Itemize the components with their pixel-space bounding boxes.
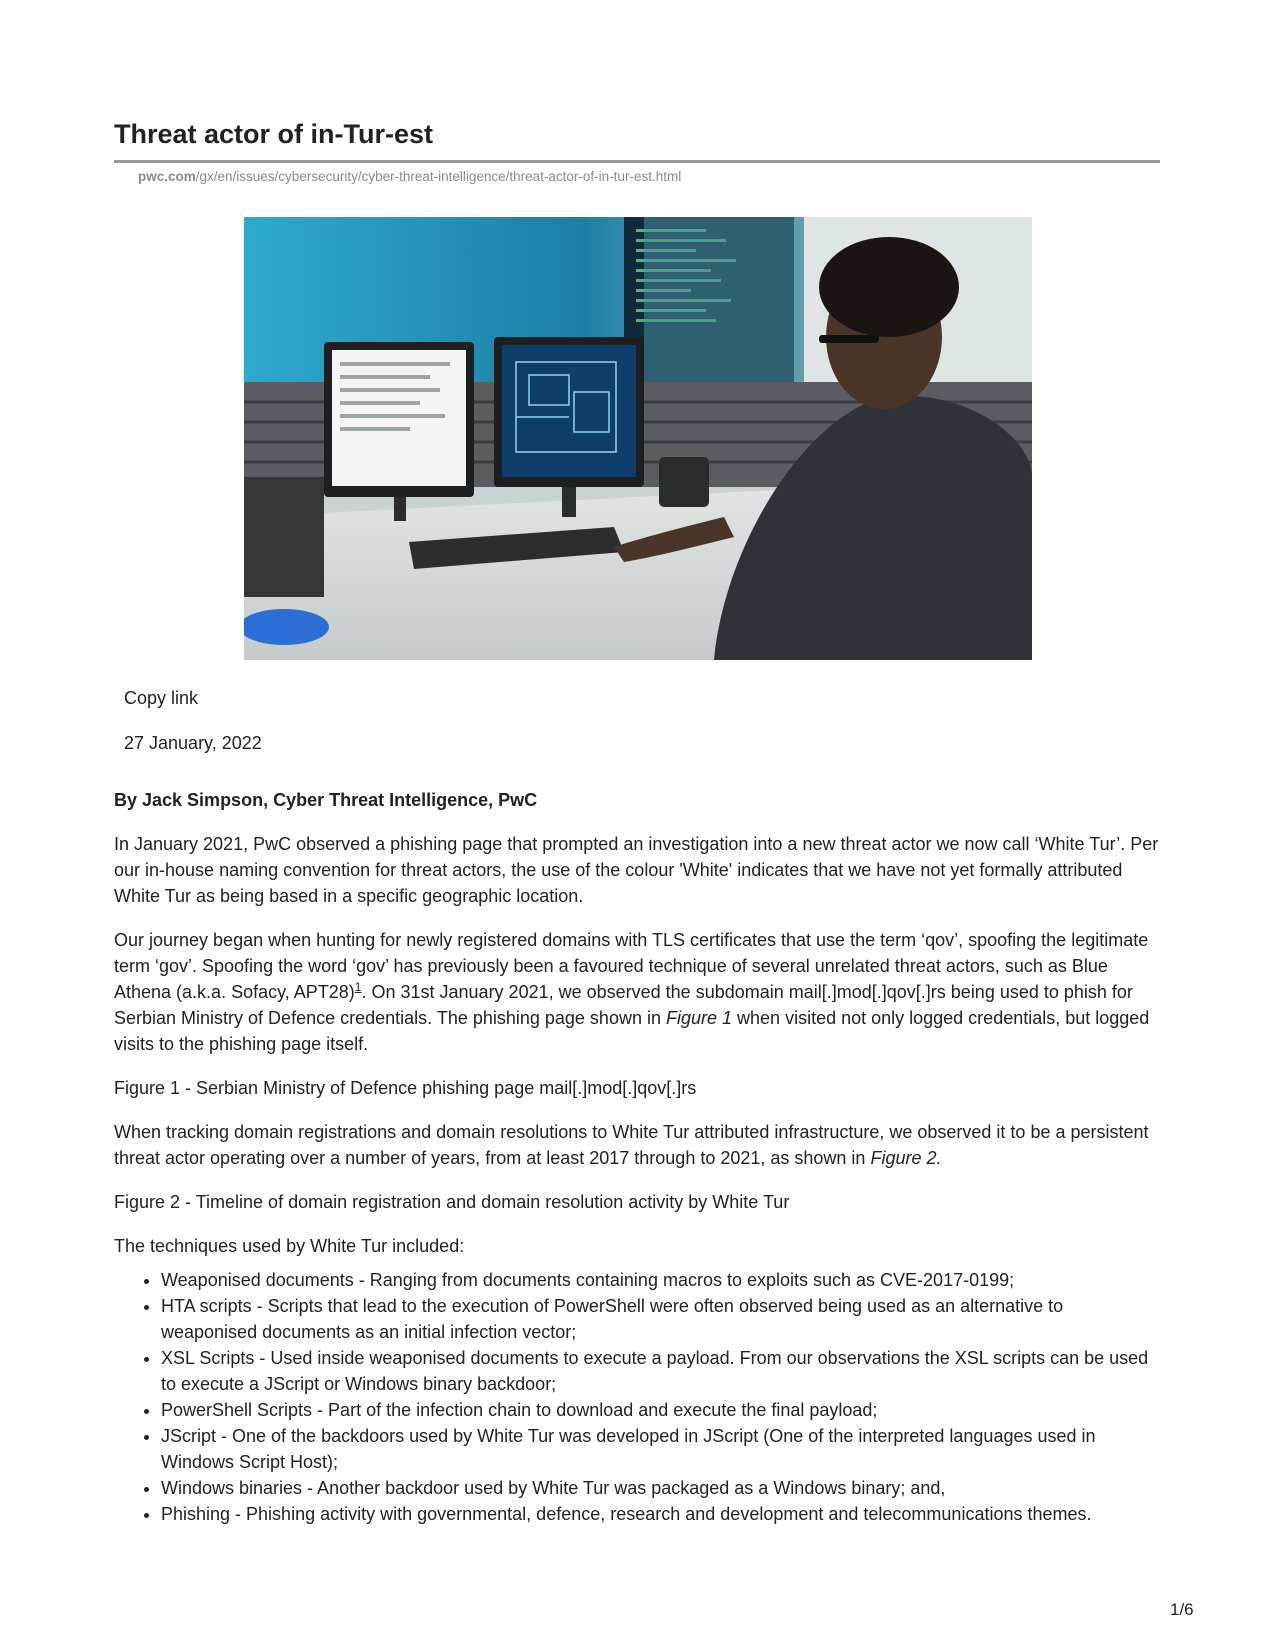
paragraph-journey-text-c: when visited not only logged credentials, but logged visits to the phishing page itself. <box>114 1008 1150 1054</box>
list-item: • PowerShell Scripts - Part of the infection chain to download and execute the final payload; <box>161 1397 1160 1423</box>
techniques-list <box>114 1267 1160 1527</box>
publish-date: 27 January, 2022 <box>124 733 262 753</box>
list-item: • Weaponised documents - Ranging from documents containing macros to exploits such as CVE-2017-0199; <box>161 1267 1160 1293</box>
source-url[interactable] <box>138 169 681 184</box>
figure-1-caption: Figure 1 - Serbian Ministry of Defence phishing page mail[.]mod[.]qov[.]rs <box>114 1078 697 1098</box>
hero-photo <box>244 217 1032 660</box>
figure-2-caption: Figure 2 - Timeline of domain registration and domain resolution activity by White Tur <box>114 1192 790 1212</box>
paragraph-journey-text-a: Our journey began when hunting for newly registered domains with TLS certificates that use the term ‘qov’, spoofing the legitimate term ‘gov’. Spoofing the word ‘gov’ has previously been a favoured technique of several unrelated threat actors, such as Blue Athena (a.k.a. Sofacy, APT28) <box>114 930 1149 1002</box>
page-number: 1/6 <box>1170 1600 1194 1619</box>
list-item: • JScript - One of the backdoors used by White Tur was developed in JScript (One of the interpreted languages used in Windows Script Host); <box>161 1423 1160 1475</box>
article-title: Threat actor of in-Tur-est <box>114 119 434 149</box>
title-divider <box>114 160 1160 163</box>
copy-link-button[interactable]: Copy link <box>124 688 199 708</box>
figure-1-reference: Figure 1 <box>665 1008 733 1028</box>
source-path: /gx/en/issues/cybersecurity/cyber-threat-intelligence/threat-actor-of-in-tur-est.html <box>195 169 682 184</box>
article-body <box>114 787 1160 1527</box>
list-item: • Phishing - Phishing activity with governmental, defence, research and development and telecommunications themes. <box>161 1501 1160 1527</box>
source-domain: pwc.com <box>138 169 196 184</box>
list-item: • HTA scripts - Scripts that lead to the execution of PowerShell were often observed being used as an alternative to weaponised documents as an initial infection vector; <box>161 1293 1160 1345</box>
footnote-link[interactable]: 1 <box>354 980 362 994</box>
figure-2-reference: Figure 2. <box>870 1148 942 1168</box>
list-item: • Windows binaries - Another backdoor used by White Tur was packaged as a Windows binary; and, <box>161 1475 1160 1501</box>
paragraph-journey <box>114 927 1160 1057</box>
paragraph-tracking-text: When tracking domain registrations and domain resolutions to White Tur attributed infrastructure, we observed it to be a persistent threat actor operating over a number of years, from at least 2017 through to 2021, as shown in <box>114 1122 1149 1168</box>
byline: By Jack Simpson, Cyber Threat Intelligence, PwC <box>114 790 538 810</box>
soc-analyst-photo <box>244 217 1032 660</box>
paragraph-intro: In January 2021, PwC observed a phishing page that prompted an investigation into a new threat actor we now call ‘White Tur’. Per our in-house naming convention for threat actors, the use of the colour 'White' indicates that we have not yet formally attributed White Tur as being based in a specific geographic location. <box>114 834 1159 906</box>
paragraph-journey-text-b: . On 31st January 2021, we observed the subdomain mail[.]mod[.]qov[.]rs being used to phish for Serbian Ministry of Defence credentials. The phishing page shown in <box>114 982 1133 1028</box>
techniques-intro: The techniques used by White Tur included: <box>114 1236 465 1256</box>
list-item: • XSL Scripts - Used inside weaponised documents to execute a payload. From our observations the XSL scripts can be used to execute a JScript or Windows binary backdoor; <box>161 1345 1160 1397</box>
paragraph-tracking <box>114 1119 1160 1171</box>
